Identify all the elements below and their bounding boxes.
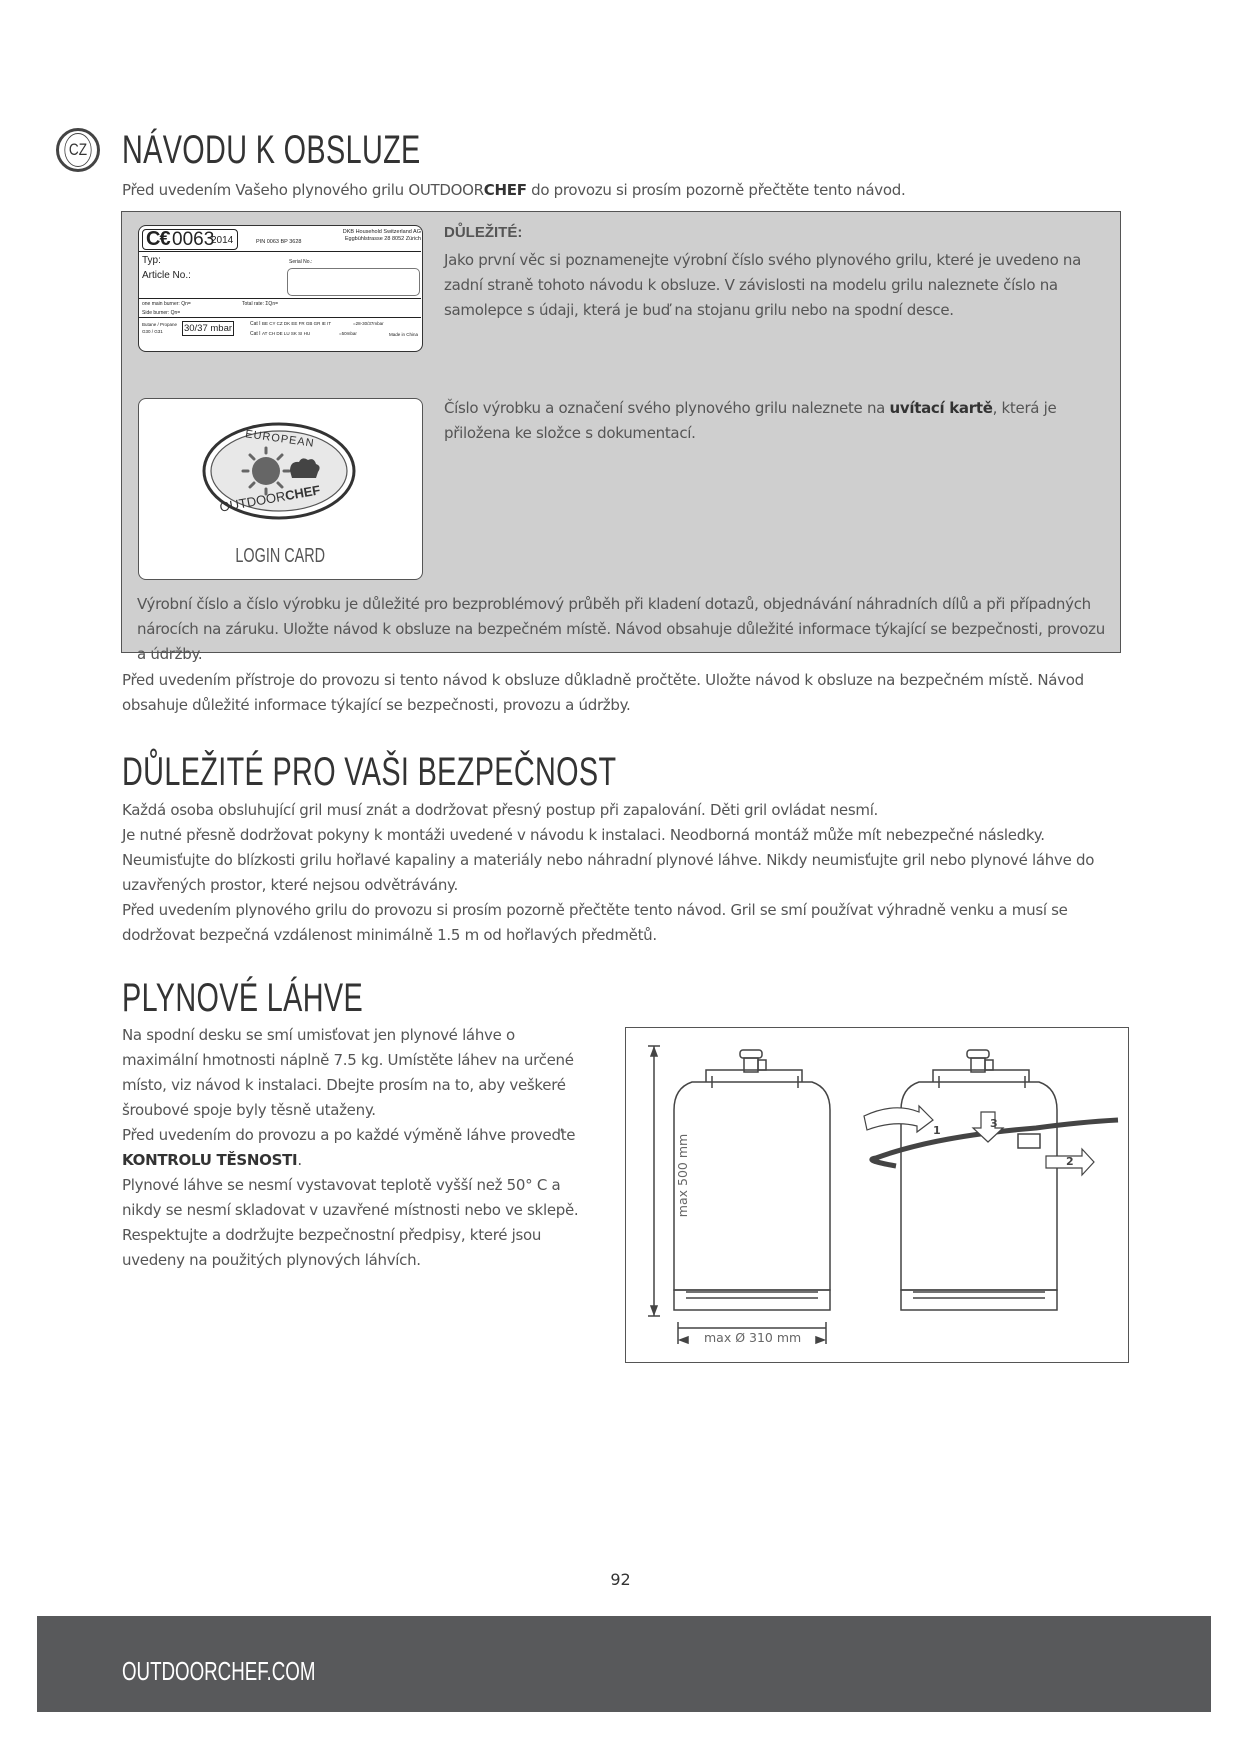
login-card-label: LOGIN CARD bbox=[235, 545, 325, 567]
gas-bottle-illustration bbox=[626, 1028, 1128, 1362]
safety-text bbox=[122, 798, 1122, 948]
login-card-label-wrap bbox=[139, 545, 421, 568]
important-paragraph-2 bbox=[444, 396, 1104, 446]
label-cat1: Cat I bbox=[250, 321, 261, 327]
label-total-rate: Total rate: ΣQn= bbox=[242, 301, 279, 307]
welcome-card-emphasis: uvítací kartě bbox=[889, 399, 993, 417]
arrow-1-label: 1 bbox=[933, 1124, 941, 1137]
label-company-line2: Eggbühlstrasse 28 8052 Zürich bbox=[344, 236, 421, 242]
label-side-burner: Side burner: Qn= bbox=[142, 310, 181, 316]
arrow-3-label: 3 bbox=[990, 1117, 998, 1130]
logo-european-text: EUROPEAN bbox=[244, 428, 316, 450]
arrow-2-label: 2 bbox=[1066, 1155, 1074, 1168]
label-divider bbox=[139, 298, 421, 299]
label-divider bbox=[139, 317, 421, 318]
label-pressure: 30/37 mbar bbox=[183, 323, 233, 334]
footer-website-link[interactable]: OUTDOORCHEF.COM bbox=[122, 1656, 316, 1686]
serial-sticker-area bbox=[287, 268, 420, 296]
important-paragraph-2-part: Číslo výrobku a označení svého plynového grilu naleznete na bbox=[444, 399, 890, 417]
language-badge-label: CZ bbox=[64, 133, 91, 167]
safety-paragraph: Neumisťujte do blízkosti grilu hořlavé kapaliny a materiály nebo náhradní plynové láhve. Nikdy neumisťujte gril nebo plynové láhve do uzavřených prostor, které nejsou odvětrávány. bbox=[122, 851, 1095, 894]
intro-brand: CHEF bbox=[483, 181, 527, 199]
label-company-line1: DKB Household Switzerland AG bbox=[342, 229, 421, 235]
label-cat2-pressure: =50mbar bbox=[339, 331, 357, 336]
intro-text-part: Před uvedením Vašeho plynového grilu OUTDOOR bbox=[122, 181, 484, 199]
gas-bottles-paragraph: Plynové láhve se nesmí vystavovat teplotě vyšší než 50° C a nikdy se nesmí skladovat v uzavřené místnosti nebo ve sklepě. Respektujte a dodržujte bezpečnostní předpisy, které jsou uvedeny na použitých plynových láhvích. bbox=[122, 1176, 579, 1269]
footer-bar bbox=[37, 1616, 1211, 1712]
label-cat1-countries: BE CY CZ DK EE FR GB GR IE IT bbox=[262, 321, 332, 326]
label-serial: Serial No.: bbox=[289, 259, 313, 265]
safety-paragraph: Před uvedením plynového grilu do provozu si prosím pozorně přečtěte tento návod. Gril se smí používat výhradně venku a musí se dodržovat bezpečná vzdálenost minimálně 1.5 m od hořlavých předmětů. bbox=[122, 901, 1068, 944]
leak-test-emphasis: KONTROLU TĚSNOSTI bbox=[122, 1151, 298, 1169]
intro-text-part: do provozu si prosím pozorně přečtěte tento návod. bbox=[526, 181, 906, 199]
gas-bottles-paragraph: Na spodní desku se smí umisťovat jen plynové láhve o maximální hmotnosti náplně 7.5 kg. Umístěte láhev na určené místo, viz návod k instalaci. Dbejte prosím na to, aby veškeré šroubové spoje byly těsně utaženy. bbox=[122, 1026, 574, 1119]
label-gas-category: G30 / G31 bbox=[142, 329, 163, 334]
important-bottom-text: Výrobní číslo a číslo výrobku je důležité pro bezproblémový průběh při kladení dotazů, objednávání náhradních dílů a při případných nárocích na záruku. Uložte návod k obsluze na bezpečném místě. Návod obsahuje důležité informace týkající se bezpečnosti, provozu a údržby. bbox=[137, 595, 1105, 663]
section-gas-bottles-title: PLYNOVÉ LÁHVE bbox=[122, 976, 364, 1020]
gas-bottles-paragraph bbox=[122, 1123, 592, 1173]
height-dimension-label: max 500 mm bbox=[675, 1133, 691, 1218]
label-main-burner: one main burner: Qn= bbox=[142, 301, 191, 307]
label-made-in: Made in China bbox=[389, 332, 419, 337]
important-paragraph-2-part: , která je přiložena ke složce s dokumentací. bbox=[444, 399, 1057, 442]
login-card bbox=[138, 398, 423, 580]
safety-paragraph: Je nutné přesně dodržovat pokyny k montáži uvedené v návodu k instalaci. Neodborná montáž může mít nebezpečné následky. bbox=[122, 826, 1045, 844]
label-year: 2014 bbox=[211, 235, 234, 246]
after-box-text: Před uvedením přístroje do provozu si tento návod k obsluze důkladně pročtěte. Uložte návod k obsluze na bezpečném místě. Návod obsahuje důležité informace týkající se bezpečnosti, provozu a údržby. bbox=[122, 671, 1084, 714]
section-safety-title: DŮLEŽITÉ PRO VAŠI BEZPEČNOST bbox=[122, 750, 617, 794]
diagram-arrows bbox=[864, 1106, 1094, 1175]
ce-number: 0063 bbox=[172, 229, 215, 250]
intro-text bbox=[122, 178, 1122, 203]
gas-bottle-diagram bbox=[625, 1027, 1129, 1363]
logo-brand-light: OUTDOOR bbox=[218, 488, 287, 515]
label-cat1-pressure: =28-30/37mbar bbox=[353, 321, 384, 326]
safety-paragraph: Každá osoba obsluhující gril musí znát a dodržovat přesný postup při zapalování. Děti gril ovládat nesmí. bbox=[122, 801, 879, 819]
label-gas-type: Butane / Propane bbox=[142, 322, 178, 327]
rating-label-card bbox=[138, 225, 423, 352]
important-paragraph-1: Jako první věc si poznamenejte výrobní číslo svého plynového grilu, které je uvedeno na zadní straně tohoto návodu k obsluze. V závislosti na modelu grilu naleznete číslo na samolepce s údaji, která je buď na stojanu grilu nebo na spodní desce. bbox=[444, 251, 1082, 319]
label-article: Article No.: bbox=[142, 270, 191, 281]
important-heading: DŮLEŽITÉ: bbox=[444, 224, 523, 241]
label-divider bbox=[139, 251, 421, 252]
label-cat2: Cat I bbox=[250, 331, 261, 337]
diameter-dimension-label: max Ø 310 mm bbox=[704, 1330, 802, 1345]
gas-bottles-paragraph-part: Před uvedením do provozu a po každé výměně láhve proveďte bbox=[122, 1126, 576, 1144]
gas-bottles-paragraph-part: . bbox=[297, 1151, 302, 1169]
label-cat2-countries: AT CH DE LU SK SI HU bbox=[262, 331, 311, 336]
ce-mark-icon: C€ bbox=[146, 228, 170, 250]
language-badge bbox=[56, 128, 100, 172]
gas-bottles-text bbox=[122, 1023, 592, 1273]
label-type: Typ: bbox=[142, 255, 161, 266]
label-pin: PIN 0063 BP 3628 bbox=[256, 239, 302, 245]
page-title: NÁVODU K OBSLUZE bbox=[122, 128, 421, 172]
page-number: 92 bbox=[610, 1570, 631, 1589]
logo-brand-bold: CHEF bbox=[283, 482, 322, 504]
